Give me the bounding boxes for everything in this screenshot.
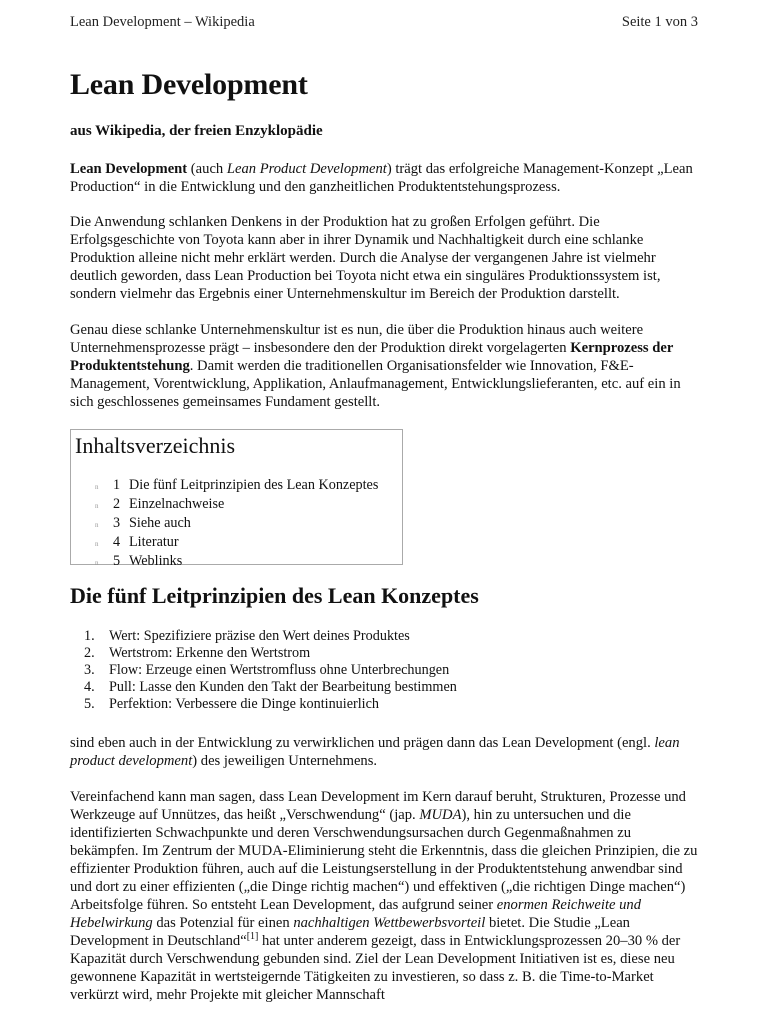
para5-text-4: bietet. Die Studie „Lean Development in Deutschland“ — [70, 915, 630, 949]
list-item-text: Wert: Spezifiziere präzise den Wert deines Produktes — [109, 628, 410, 644]
intro-italic: Lean Product Development — [226, 161, 387, 177]
para3-bold: Kernprozess der Produktentstehung — [70, 340, 674, 374]
toc-item[interactable] — [95, 477, 378, 496]
principles-list — [84, 628, 457, 713]
toc-item-number: 3 — [113, 515, 121, 531]
para3-text-2: . Damit werden die traditionellen Organisationsfelder wie Innovation, F&E-Management, Vorentwicklung, Applikation, Anlaufmanagement, Entwicklungslieferanten, etc. auf ein in sich geschlossenes gemeinsames Fundament gestellt. — [70, 358, 681, 410]
page-subtitle: aus Wikipedia, der freien Enzyklopädie — [70, 123, 323, 139]
paragraph-3 — [70, 321, 702, 411]
toc-bullet-icon: n — [95, 559, 99, 567]
toc-bullet-icon: n — [95, 483, 99, 491]
para5-text-2: ), hin zu untersuchen und die identifizierten Schwachpunkte und deren Verschwendungsursachen durch Gegenmaßnahmen zu bekämpfen. Im Zentrum der MUDA-Eliminierung steht die Erkenntnis, dass die gleichen Prinzipien, die zu effizienter Produktion führen, auch auf die Leistungserstellung in der Produktentstehung anwendbar sind und dort zu einer effizienten („die Dinge richtig machen“) und effektiven („die richtigen Dinge machen“) Arbeitsfolge führen. So entsteht Lean Development, das aufgrund seiner — [70, 807, 698, 913]
toc-title: Inhaltsverzeichnis — [75, 433, 236, 458]
toc-item-number: 5 — [113, 553, 121, 569]
toc-item[interactable] — [95, 515, 378, 534]
footnote-link[interactable]: [1] — [246, 931, 259, 943]
toc-item-label[interactable]: Siehe auch — [129, 515, 191, 531]
toc-item-label[interactable]: Die fünf Leitprinzipien des Lean Konzeptes — [129, 477, 379, 493]
header-title: Lean Development – Wikipedia — [70, 14, 255, 30]
section-heading: Die fünf Leitprinzipien des Lean Konzeptes — [70, 583, 479, 608]
para4-text-2: ) des jeweiligen Unternehmens. — [192, 753, 378, 769]
paragraph-5 — [70, 788, 702, 1004]
intro-text-2: ) trägt das erfolgreiche Management-Konzept „Lean Production“ in die Entwicklung und den ganzheitlichen Produktentstehungsprozess. — [70, 161, 693, 195]
list-item-number: 4. — [84, 679, 95, 695]
running-header — [70, 14, 698, 31]
intro-paragraph — [70, 160, 702, 196]
toc-item-label[interactable]: Weblinks — [129, 553, 183, 569]
intro-text-1: (auch — [187, 161, 227, 177]
toc-item-number: 4 — [113, 534, 121, 550]
toc-item[interactable] — [95, 534, 378, 553]
list-item-text: Flow: Erzeuge einen Wertstromfluss ohne Unterbrechungen — [109, 662, 450, 678]
list-item-number: 2. — [84, 645, 95, 661]
para4-italic: lean product development — [70, 735, 680, 769]
para5-italic-3: nachhaltigen Wettbewerbsvorteil — [293, 915, 486, 931]
toc-item[interactable] — [95, 496, 378, 515]
toc-item[interactable] — [95, 553, 378, 572]
page-title: Lean Development — [70, 68, 308, 101]
list-item-text: Wertstrom: Erkenne den Wertstrom — [109, 645, 311, 661]
list-item — [84, 696, 457, 713]
para4-text-1: sind eben auch in der Entwicklung zu verwirklichen und prägen dann das Lean Development (engl. — [70, 735, 655, 751]
list-item-number: 5. — [84, 696, 95, 712]
list-item — [84, 679, 457, 696]
list-item — [84, 662, 457, 679]
toc-item-number: 1 — [113, 477, 121, 493]
para5-italic-1: MUDA — [419, 807, 462, 823]
toc-bullet-icon: n — [95, 540, 99, 548]
para5-italic-2: enormen Reichweite und Hebelwirkung — [70, 897, 642, 931]
table-of-contents — [70, 429, 403, 569]
page-number: Seite 1 von 3 — [621, 14, 698, 30]
toc-bullet-icon: n — [95, 502, 99, 510]
list-item-number: 3. — [84, 662, 95, 678]
toc-item-label[interactable]: Einzelnachweise — [129, 496, 225, 512]
para5-text-5: hat unter anderem gezeigt, dass in Entwicklungsprozessen 20–30 % der Kapazität durch Verschwendung gebunden sind. Ziel der Lean Development Initiativen ist es, diese neu gewonnene Kapazität in wertsteigernde Tätigkeiten zu investieren, so dass z. B. die Time-to-Market verkürzt wird, mehr Projekte mit gleicher Mannschaft — [70, 933, 681, 1003]
paragraph-4 — [70, 734, 702, 770]
para3-text-1: Genau diese schlanke Unternehmenskultur ist es nun, die über die Produktion hinaus auch weitere Unternehmensprozesse prägt – insbesondere den der Produktion direkt vorgelagerten — [70, 322, 644, 356]
toc-bullet-icon: n — [95, 521, 99, 529]
toc-item-number: 2 — [113, 496, 121, 512]
list-item — [84, 628, 457, 645]
list-item-number: 1. — [84, 628, 95, 644]
intro-bold: Lean Development — [70, 161, 188, 177]
list-item-text: Pull: Lasse den Kunden den Takt der Bearbeitung bestimmen — [109, 679, 457, 695]
toc-item-label[interactable]: Literatur — [129, 534, 179, 550]
list-item — [84, 645, 457, 662]
para5-text-1: Vereinfachend kann man sagen, dass Lean Development im Kern darauf beruht, Strukturen, Prozesse und Werkzeuge auf Unnützes, das heißt „Verschwendung“ (jap. — [70, 789, 686, 823]
para5-text-3: das Potenzial für einen — [152, 915, 294, 931]
list-item-text: Perfektion: Verbessere die Dinge kontinuierlich — [109, 696, 380, 712]
paragraph-2: Die Anwendung schlanken Denkens in der Produktion hat zu großen Erfolgen geführt. Die Erfolgsgeschichte von Toyota kann aber in ihrer Dynamik und Nachhaltigkeit durch eine schlanke Produktion alleine nicht mehr erklärt werden. Durch die Analyse der vergangenen Jahre ist vielmehr deutlich geworden, dass Lean Production bei Toyota nicht etwa ein singuläres Produktionssystem ist, sondern vielmehr das Ergebnis einer Unternehmenskultur im Bereich der Produktion darstellt. — [70, 214, 661, 302]
toc-list — [95, 477, 378, 572]
